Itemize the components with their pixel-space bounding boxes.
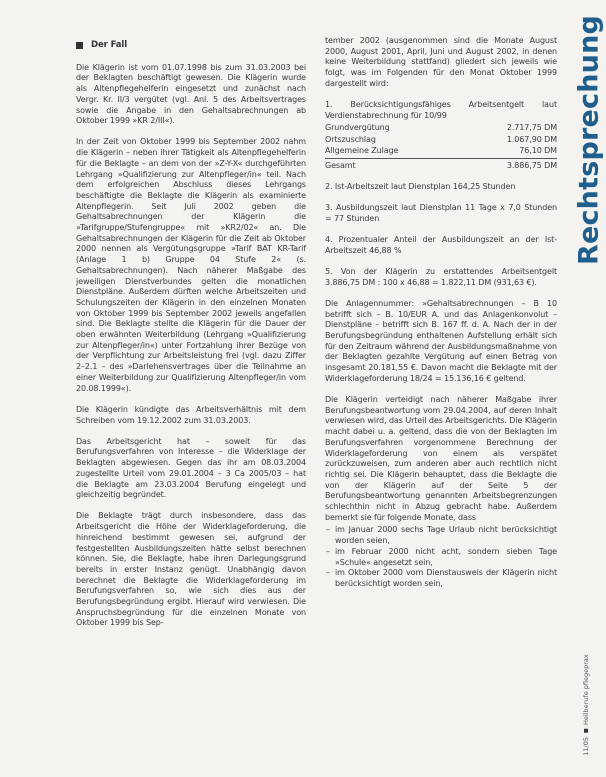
left-column [76,40,306,640]
paragraph: Die Klägerin kündigte das Arbeitsverhältnis mit dem Schreiben vom 19.12.2002 zum 31.03.2003. [76,404,306,425]
salary-amount: 3.886,75 DM [506,160,557,170]
list-item: – im Oktober 2000 vom Dienstausweis der Klägerin nicht berücksichtigt worden sein, [335,568,557,589]
list-item: – im Januar 2000 sechs Tage Urlaub nicht berücksichtigt worden seien, [335,525,557,546]
month-list [325,525,557,589]
paragraph: Die Klägerin ist vom 01.07.1998 bis zum 31.03.2003 bei der Beklagten beschäftigt gewesen. Die Klägerin wurde als Altenpflegehelferin eingesetzt und zunächst nach Vergr. Kr. II/3 vergütet (vgl. Anl. 5 des Arbeitsvertrages sowie die Angabe in den Gehaltsabrechnungen ab Oktober 1999 »KR 2/III«). [76,62,306,126]
salary-label: Allgemeine Zulage [325,146,463,158]
paragraph: Das Arbeitsgericht hat – soweit für das Berufungsverfahren von Interesse – die Widerklage der Beklagten abgewiesen. Gegen das ihr am 08.03.2004 zugestellte Urteil vom 29.01.2004 – 3 Ca 2005/03 – hat die Beklagte am 23.03.2004 Berufung eingelegt und gleichzeitig begründet. [76,436,306,500]
page-footer [582,654,590,755]
salary-label: Grundvergütung [325,123,390,133]
salary-row [325,146,557,158]
right-column [325,36,557,590]
list-item: – im Februar 2000 nicht acht, sondern sieben Tage »Schule« angesetzt sein, [335,547,557,568]
calculation-step: 4. Prozentualer Anteil der Ausbildungszeit an der Ist-Arbeitszeit 46,88 % [325,235,557,255]
salary-total-row [325,158,557,172]
salary-label: Gesamt [325,160,356,170]
section-heading [76,40,306,51]
section-title: Rechtsprechung [573,14,605,266]
paragraph: Die Beklagte trägt durch insbesondere, dass das Arbeitsgericht die Höhe der Widerklageforderung, die hinreichend bestimmt gewesen sei, aufgrund der festgestellten Ausbildungszeiten hätte selbst berechnen können. Sie, die Beklagte, habe ihren Darlegungsgrund bereits in erster Instanz genügt. Unabhängig davon berechnet die Beklagte die Widerklageforderung im Berufungsverfahren so, wie sich dies aus der Berufungsbegründung ergibt. Hierauf wird verwiesen. Die Anspruchsbegründung für die einzelnen Monate von Oktober 1999 bis Sep- [76,511,306,628]
salary-row [325,123,557,134]
paragraph: Die Klägerin verteidigt nach näherer Maßgabe ihrer Berufungsbeantwortung vom 29.04.2004, auf deren Inhalt verwiesen wird, das Urteil des Arbeitsgerichts. Die Klägerin macht dabei u. a. geltend, dass die von der Beklagten im Berufungsverfahren vorgenommene Berechnung der Widerklageforderung von einem als verspätet zurückzuweisen, zum anderen aber auch rechtlich nicht richtig sei. Die Klägerin behauptet, dass die Beklagte die von der Klägerin auf der Seite 5 der Berufungsbeantwortung genannten Arbeitsbegrenzungen schlechthin nicht in Abzug gebracht habe. Außerdem bemerkt sie für folgende Monate, dass [325,395,557,522]
footer-separator-icon [584,729,588,733]
footer-issue: 11/05 [582,737,590,756]
salary-row [325,135,557,146]
calculation-step: 3. Ausbildungszeit laut Dienstplan 11 Tage x 7,0 Stunden = 77 Stunden [325,203,557,223]
heading-square-icon [76,42,83,49]
paragraph: Die Anlagennummer: »Gehaltsabrechnungen – B 10 betrifft sich – B. 10/EUR A. und das Anlagenkonvolut – Dienstpläne – betrifft sich B. 167 ff. d. A. Nach der in der Berufungsbegründung enthaltenen Aufstellung erhält sich für den Zeitraum während der Ausbildungsmaßnahme von der Beklagten gezahlte Vergütung auf einen Betrag von insgesamt 20.181,55 €. Davon macht die Beklagte mit der Widerklageforderung 18/24 = 15.136,16 € geltend. [325,298,557,383]
salary-amount: 2.717,75 DM [506,123,557,133]
salary-amount: 1.067,90 DM [506,134,557,144]
salary-label: Ortszuschlag [325,134,376,144]
heading-text: Der Fall [91,40,128,50]
salary-amount: 76,10 DM [463,146,557,158]
footer-journal: Heilberufe pflegeprax [582,654,590,726]
paragraph: tember 2002 (ausgenommen sind die Monate August 2000, August 2001, April, Juni und August 2002, in denen keine Weiterbildung stattfand) gliedert sich jeweils wie folgt, was im Folgenden für den Monat Oktober 1999 dargestellt wird: [325,36,557,88]
calculation-step: 2. Ist-Arbeitszeit laut Dienstplan 164,25 Stunden [325,181,516,191]
calculation-step: 5. Von der Klägerin zu erstattendes Arbeitsentgelt 3.886,75 DM : 100 x 46,88 = 1.822,11 DM (931,63 €). [325,267,557,287]
paragraph: In der Zeit von Oktober 1999 bis September 2002 nahm die Klägerin – neben ihrer Tätigkeit als Altenpflegehelferin für die Beklagte – an dem von der »Z-Y-X« durchgeführten Lehrgang »Qualifizierung zur Altenpfleger/in« teil. Nach dem erfolgreichen Abschluss dieses Lehrgangs beschäftigte die Beklagte die Klägerin als examinierte Altenpflegerin. Seit Juli 2002 geben die Gehaltsabrechnungen der Klägerin die »Tarifgruppe/Stufengruppe« mit »KR2/02« an. Die Gehaltsabrechnungen der Klägerin für die Zeit ab Oktober 2000 nennen als Vergütungsgruppe »Tarif BAT KR-Tarif (Anlage 1 b) Gruppe 04 Stufe 2« (s. Gehaltsabrechnungen). Nach näherer Maßgabe des jeweiligen Dienstverbundes gelten die monatlichen Dienstpläne. Außerdem dürften welche Arbeitszeiten und Schulungszeiten der Klägerin in den einzelnen Monaten von Oktober 1999 bis September 2002 jeweils angefallen sind. Die Beklagte stellte die Klägerin für die Dauer der oben erwähnten Weiterbildung (Lehrgang »Qualifizierung zur Altenpfleger/in«) unter Fortzahlung ihrer Bezüge von der Verpflichtung zur Arbeitsleistung frei (vgl. dazu Ziffer 2–2.1 – des »Darlehensvertrages über die Teilnahme an einer Weiterbildung zur Qualifizierung Altenpfleger/in vom 20.08.1999«). [76,137,306,393]
salary-table [325,123,557,172]
calculation-step: 1. Berücksichtigungsfähiges Arbeitsentgelt laut Verdienstabrechnung für 10/99 [325,100,557,120]
